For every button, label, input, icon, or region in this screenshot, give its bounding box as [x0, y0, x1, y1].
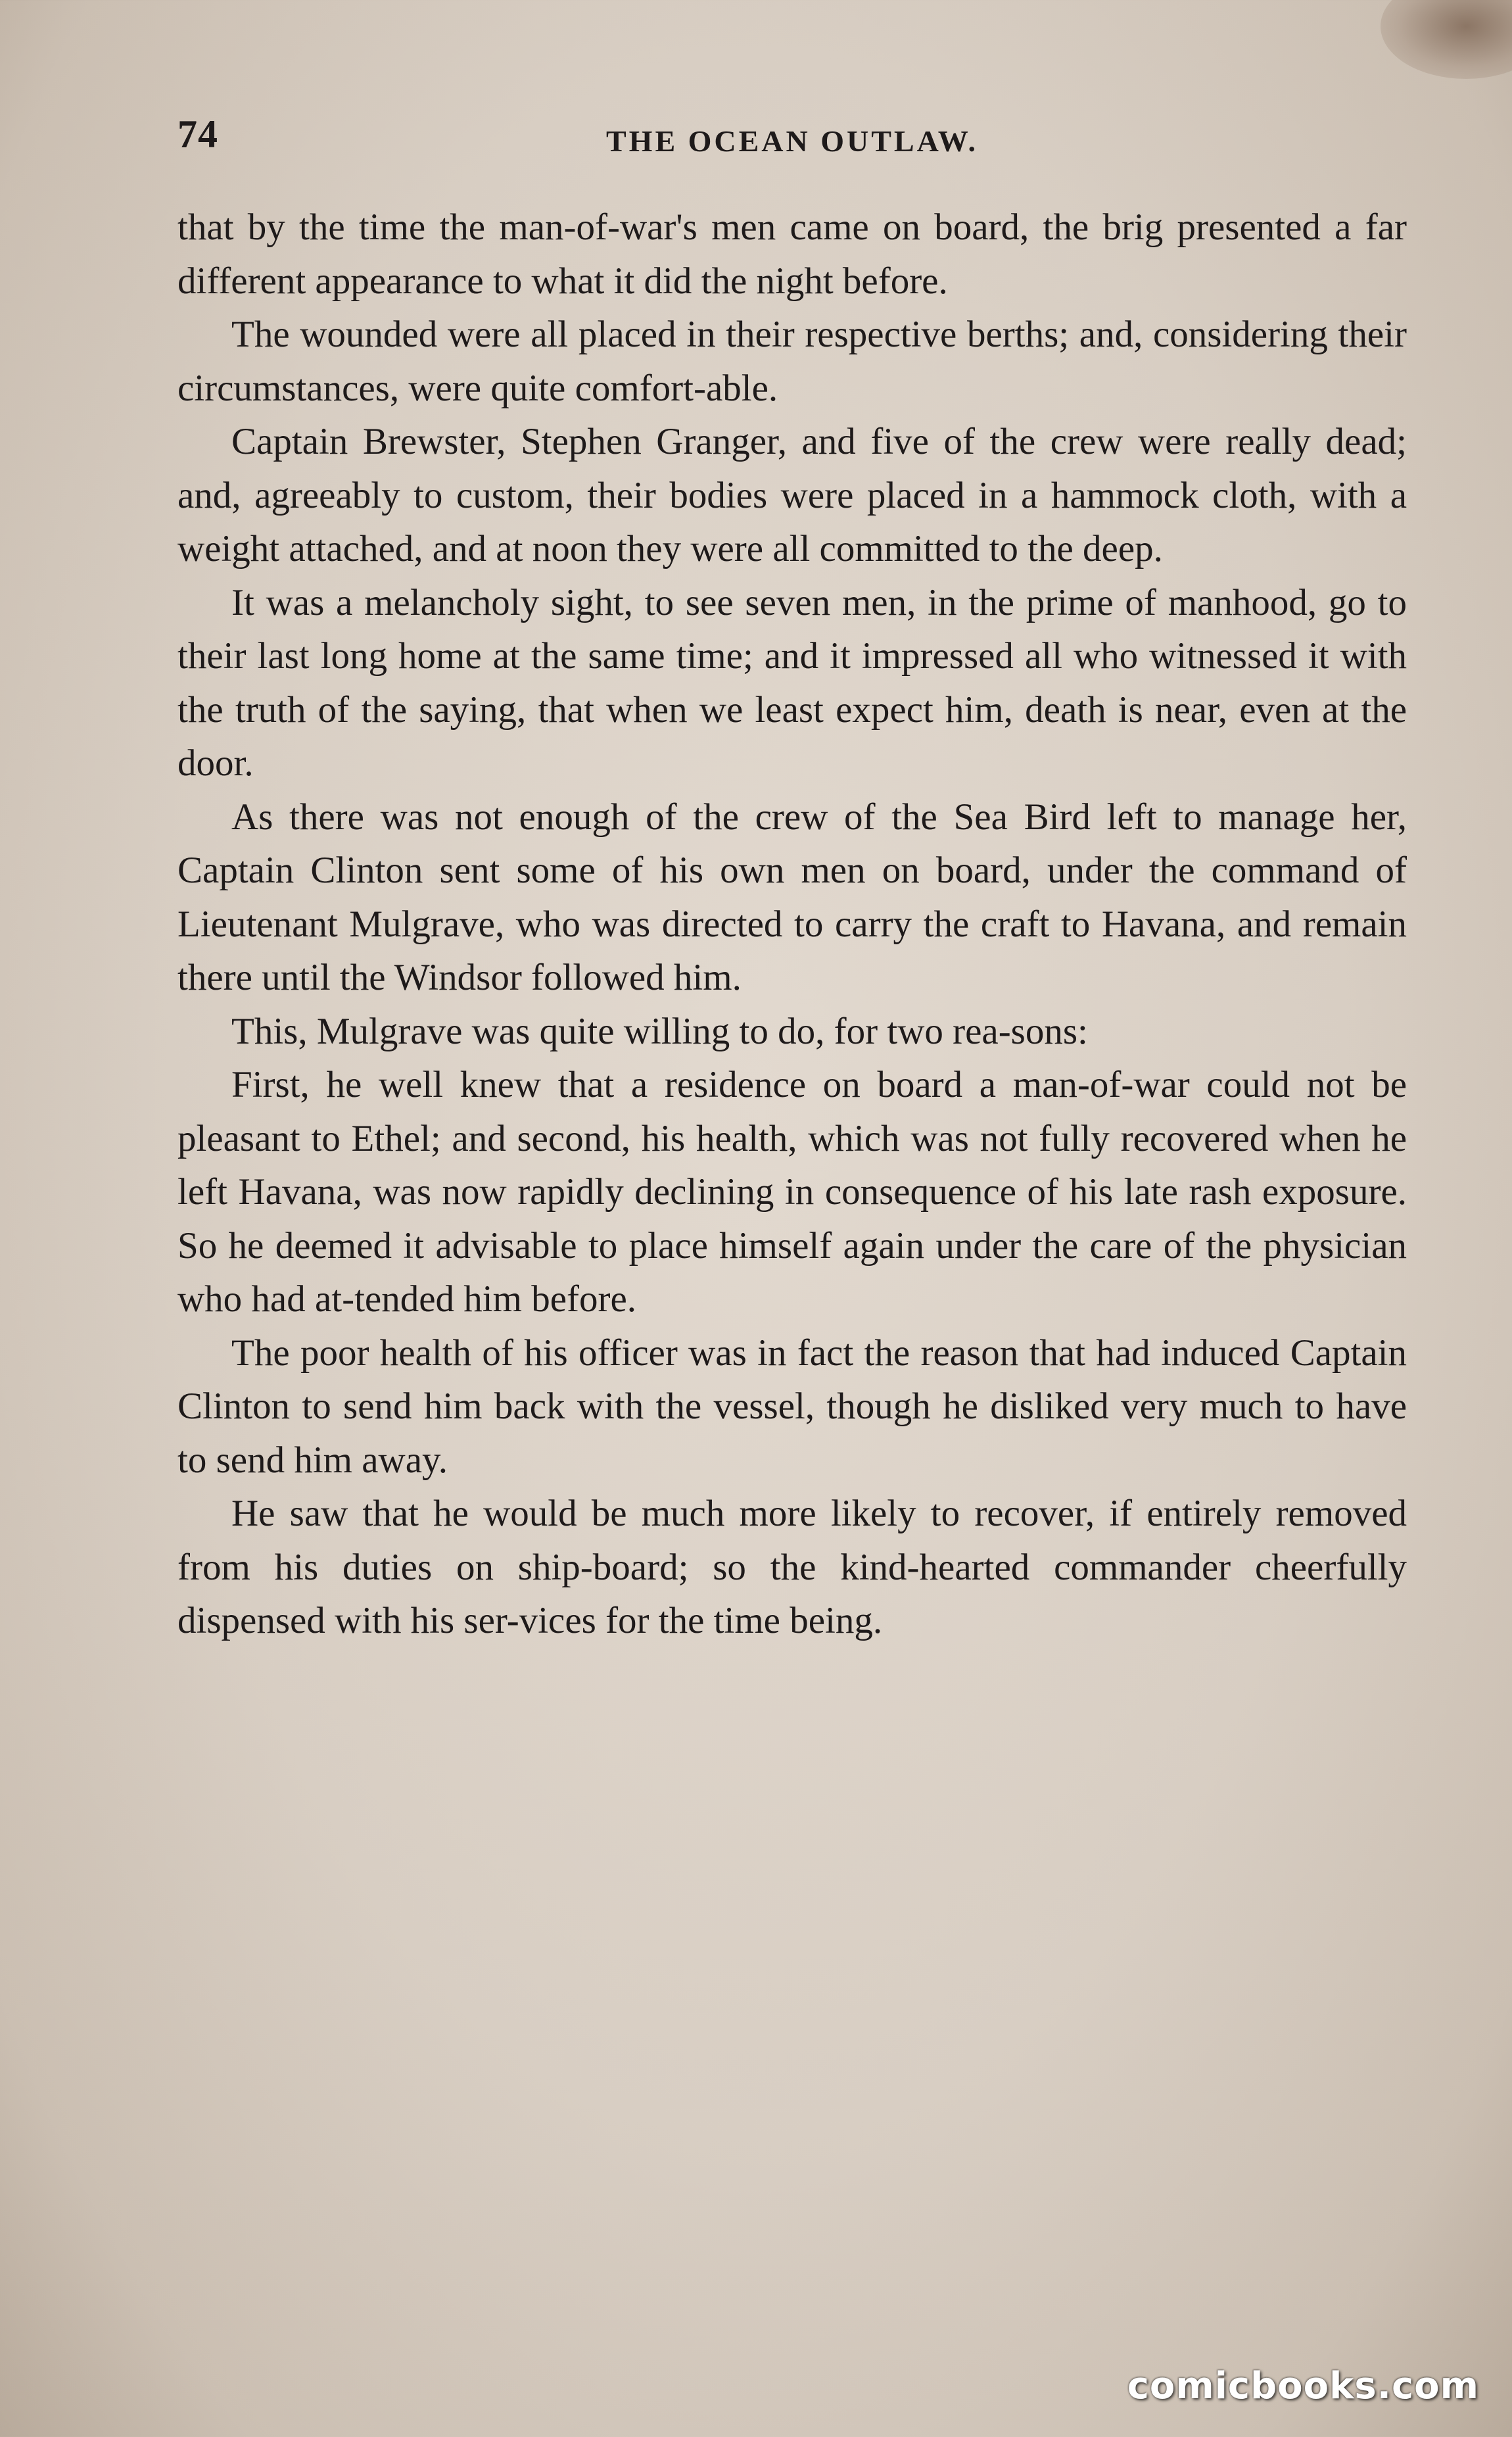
watermark: comicbooks.com: [1127, 2365, 1479, 2407]
paragraph: This, Mulgrave was quite willing to do, for two rea-sons:: [231, 1010, 1088, 1052]
page-number: 74: [177, 112, 218, 156]
page-stain: [1381, 0, 1512, 79]
paragraph: The wounded were all placed in their respective berths; and, considering their circumstances, were quite comfort-able.: [177, 314, 1407, 409]
paragraph: It was a melancholy sight, to see seven men, in the prime of manhood, go to their last long home at the same time; and it impressed all who witnessed it with the truth of the saying, that when we least expect him, death is near, even at the door.: [177, 581, 1407, 784]
body-text: [177, 201, 1407, 1648]
paragraph: As there was not enough of the crew of the Sea Bird left to manage her, Captain Clinton sent some of his own men on board, under the command of Lieutenant Mulgrave, who was directed to carry the craft to Havana, and remain there until the Windsor followed him.: [177, 796, 1407, 998]
paragraph: First, he well knew that a residence on board a man-of-war could not be pleasant to Ethel; and second, his health, which was not fully recovered when he left Havana, was now rapidly declining in consequence of his late rash exposure. So he deemed it advisable to place himself again under the care of the physician who had at-tended him before.: [177, 1064, 1407, 1320]
page-header: [177, 112, 1407, 171]
paragraph: Captain Brewster, Stephen Granger, and five of the crew were really dead; and, agreeably to custom, their bodies were placed in a hammock cloth, with a weight attached, and at noon they were all committed to the deep.: [177, 421, 1407, 569]
paragraph: that by the time the man-of-war's men came on board, the brig presented a far different appearance to what it did the night before.: [177, 206, 1407, 302]
running-head: THE OCEAN OUTLAW.: [605, 124, 979, 158]
paragraph: The poor health of his officer was in fact the reason that had induced Captain Clinton to send him back with the vessel, though he disliked very much to have to send him away.: [177, 1332, 1407, 1481]
paragraph: He saw that he would be much more likely to recover, if entirely removed from his duties on ship-board; so the kind-hearted commander cheerfully dispensed with his ser-vices for the time being.: [177, 1493, 1407, 1641]
